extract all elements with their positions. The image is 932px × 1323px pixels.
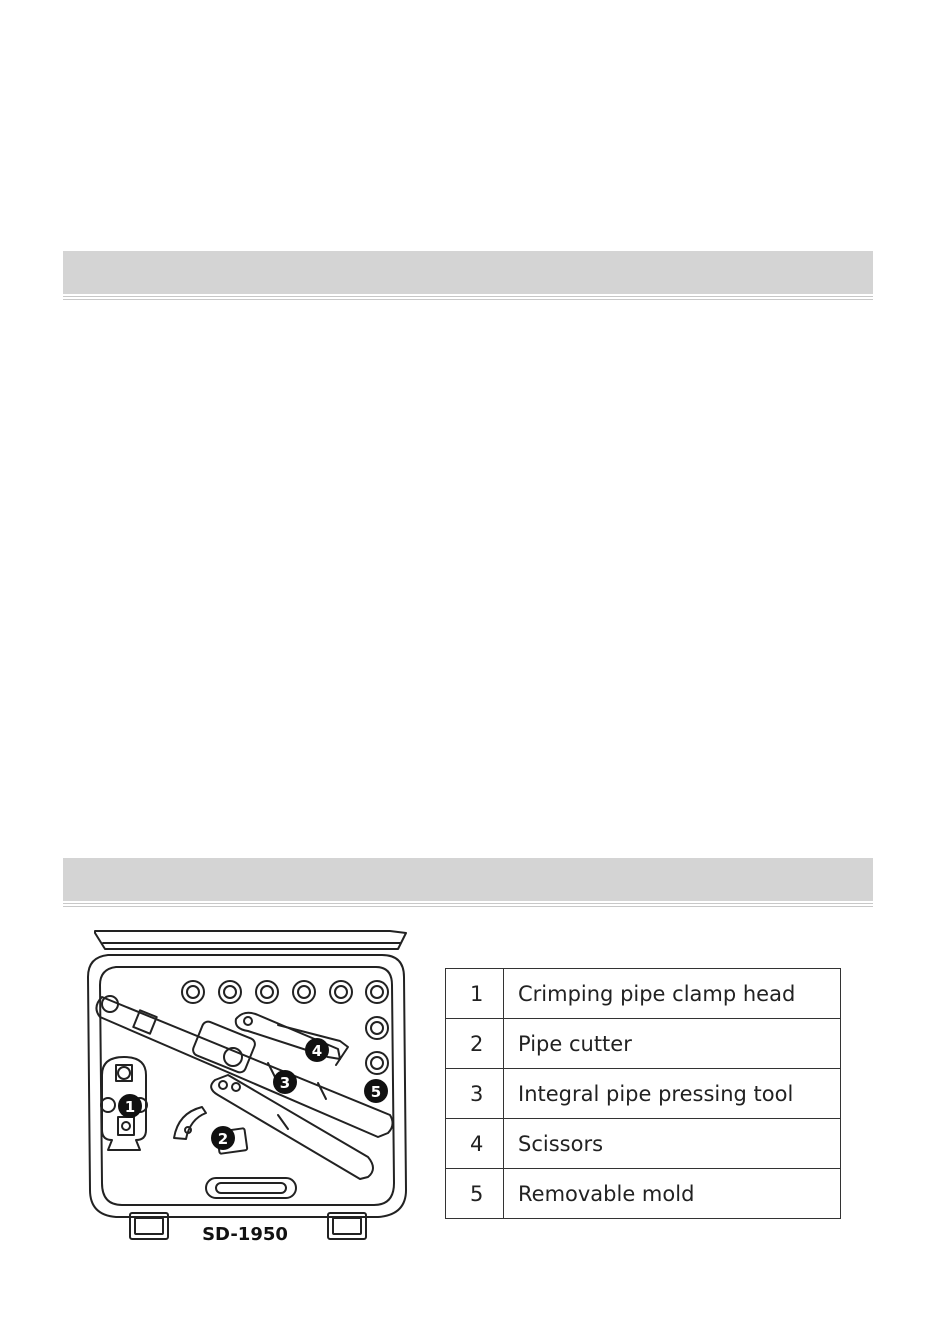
callout-4-label: 4 [311, 1042, 323, 1060]
callout-1 [118, 1094, 142, 1118]
part-name: Crimping pipe clamp head [504, 969, 841, 1019]
section-rule-1 [63, 296, 873, 300]
part-number: 5 [446, 1169, 504, 1219]
callout-4 [305, 1038, 329, 1062]
section-header-bar-1 [63, 251, 873, 294]
case-handle [206, 1178, 296, 1198]
case-lid [95, 931, 406, 949]
part-number: 1 [446, 969, 504, 1019]
callout-3 [273, 1070, 297, 1094]
part-number: 2 [446, 1019, 504, 1069]
part-name: Scissors [504, 1119, 841, 1169]
model-number-label: SD-1950 [202, 1224, 288, 1245]
section-rule-2 [63, 903, 873, 907]
table-row [446, 1069, 841, 1119]
callout-5-label: 5 [370, 1083, 382, 1101]
part-number: 3 [446, 1069, 504, 1119]
parts-list-table [445, 968, 841, 1219]
callout-5 [364, 1079, 388, 1103]
table-row [446, 1169, 841, 1219]
table-row [446, 1019, 841, 1069]
part-name: Removable mold [504, 1169, 841, 1219]
callout-1-label: 1 [124, 1098, 136, 1116]
part-number: 4 [446, 1119, 504, 1169]
pipe-cutter [174, 1107, 247, 1154]
table-row [446, 1119, 841, 1169]
callout-2 [211, 1126, 235, 1150]
part-name: Integral pipe pressing tool [504, 1069, 841, 1119]
part-name: Pipe cutter [504, 1019, 841, 1069]
callout-2-label: 2 [217, 1130, 229, 1148]
callout-3-label: 3 [279, 1074, 291, 1092]
table-row [446, 969, 841, 1019]
section-header-bar-2 [63, 858, 873, 901]
tool-kit-case-illustration [78, 925, 418, 1250]
